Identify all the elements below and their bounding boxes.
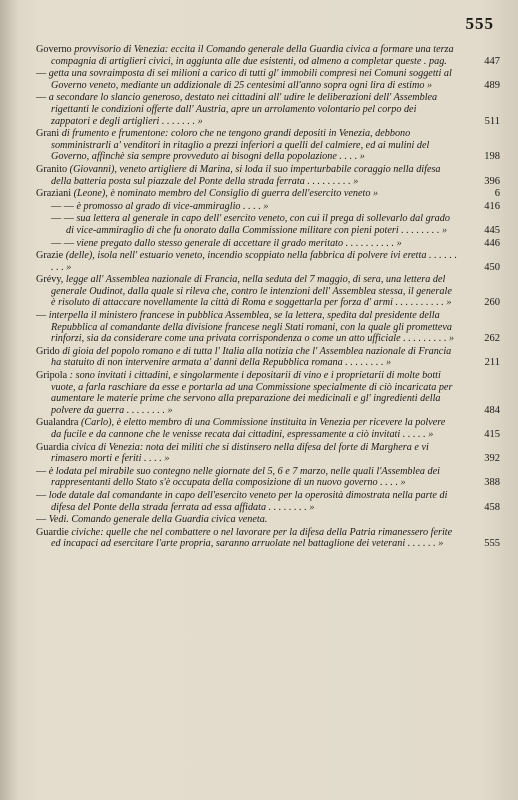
entry-head: Gualandra <box>36 417 79 429</box>
page-number: 555 <box>465 14 494 33</box>
entry-body: provvisorio di Venezia: eccita il Comando generale della Guardia civica a formare una terza compagnia di artiglieri civici, in aggiunta alle due esistenti, od almeno a completar queste . pag. <box>51 44 454 67</box>
index-entry <box>36 68 502 91</box>
entry-head: — — <box>51 213 74 225</box>
index-entry <box>36 370 502 416</box>
entry-text <box>36 346 458 369</box>
index-entry <box>36 250 502 273</box>
page-reference: 484 <box>484 404 500 416</box>
index-entry <box>36 514 502 526</box>
index-entry <box>36 44 502 67</box>
entry-body: di gioia del popolo romano e di tutta l' Italia alla notizia che l' Assemblea nazionale di Francia ha statuito di non intervenire armata a' danni della Repubblica romana . . . . . . . . » <box>51 345 452 369</box>
page-reference: 446 <box>484 237 500 249</box>
entry-body: a secondare lo slancio generoso, destato nei cittadini all' udire le deliberazioni dell' Assemblea rigettanti le condizioni offerte dall' Austria, apre un arrolamento volontario pel corpo dei zappatori e degli artiglieri . . . . . . . » <box>48 92 438 127</box>
index-entry <box>36 274 502 309</box>
page-reference: 511 <box>484 115 500 127</box>
page-reference: 388 <box>484 477 500 489</box>
entry-head: — <box>36 489 47 501</box>
page-reference: 262 <box>484 333 500 345</box>
index-entry <box>36 201 502 213</box>
entry-text <box>36 164 458 187</box>
entry-text <box>36 250 458 273</box>
entry-text <box>36 238 458 250</box>
entry-text <box>36 201 458 213</box>
page-reference: 416 <box>484 200 500 212</box>
page-reference: 447 <box>484 55 500 67</box>
entry-head: Gripola <box>36 370 68 382</box>
index-entry <box>36 188 502 200</box>
entry-text <box>36 310 458 345</box>
entry-body: getta una sovraimposta di sei milioni a carico di tutti gl' immobili compresi nei Comuni soggetti al Governo veneto, mediante un addizionale di 25 centesimi all'anno sopra ogni lira di estimo » <box>48 68 452 91</box>
page-reference: 489 <box>484 79 500 91</box>
entry-body: lode datale dal comandante in capo dell'esercito veneto per la operosità dimostrata nella parte di difesa del Ponte della strada ferrata ad essa affidata . . . . . . . . » <box>48 489 448 513</box>
index-entry <box>36 466 502 489</box>
page-reference: 260 <box>484 297 500 309</box>
entry-text <box>36 527 458 550</box>
index-entry <box>36 417 502 440</box>
entry-text <box>36 92 458 127</box>
page-reference: 415 <box>484 429 500 440</box>
entry-text <box>36 442 458 465</box>
entry-text <box>36 274 458 309</box>
index-entry <box>36 128 502 163</box>
page-reference: 392 <box>484 453 500 465</box>
entry-head: Grazie <box>36 250 64 262</box>
page-reference: 450 <box>484 261 500 273</box>
index-entry <box>36 346 502 369</box>
page-reference: 6 <box>494 188 500 200</box>
entry-body: è promosso al grado di vice-ammiraglio . . . . » <box>76 200 269 212</box>
entry-head: Guardie <box>36 526 69 538</box>
index-entry <box>36 213 502 236</box>
entry-text <box>36 370 458 416</box>
entry-text <box>36 490 458 513</box>
entry-body: (Carlo), è eletto membro di una Commissione instituita in Venezia per ricevere la polvere da fucile e da cannone che le venisse recata dai cittadini, espressamente a ciò invitati . . . . . » <box>51 417 446 440</box>
entry-head: Governo <box>36 44 72 55</box>
page-reference: 445 <box>484 224 500 236</box>
index-entry <box>36 310 502 345</box>
entry-body: di frumento e frumentone: coloro che ne tengono grandi depositi in Venezia, debbono somministrarli a' venditori in ritaglio a prezzi inferiori a quelli del calmiere, ed ai mulini del Governo, affinchè sia sempre provveduto ai bisogni della popolazione . . . . » <box>51 128 430 163</box>
entry-body: sua lettera al generale in capo dell' esercito veneto, con cui il prega di sollevarlo dal grado di vice-ammiraglio di che fu onorato dalla Commissione militare con pieni poteri . . . . . . . . » <box>66 213 450 236</box>
entry-body: legge all' Assemblea nazionale di Francia, nella seduta del 7 maggio, di sera, una lettera del generale Oudinot, dalla quale si rileva che, contro le intenzioni dell' Assemblea stessa, il generale è risoluto di attaccare novellamente la città di Roma e soggettarla per forza d' armi . . . . . . . . . . » <box>51 274 452 309</box>
index-entry <box>36 527 502 550</box>
index-entries <box>36 44 502 551</box>
entry-text <box>36 514 458 526</box>
page-reference: 396 <box>484 175 500 187</box>
entry-head: — — <box>51 237 74 249</box>
page-reference: 458 <box>484 501 500 513</box>
entry-head: Granito <box>36 163 68 175</box>
entry-body: (Leone), è nominato membro del Consiglio di guerra dell'esercito veneto » <box>73 188 379 200</box>
entry-body: : sono invitati i cittadini, e singolarmente i depositarii di vino e i proprietarii di molte botti vuote, a farla raschiare da esse e portarla ad una Commissione specialmente di ciò incaricata per aumentare le materie prime che servono alla preparazione dei medicinali e gl' ingredienti della polvere da guerra . . . . . . . . » <box>51 370 453 416</box>
entry-body: (Giovanni), veneto artigliere di Marina, si loda il suo imperturbabile coraggio nella difesa della batteria posta sul piazzale del Ponte della strada ferrata . . . . . . . . . » <box>51 163 441 187</box>
entry-text <box>36 128 458 163</box>
entry-body: civiche: quelle che nel combattere o nel lavorare per la difesa della Patria rimanessero ferite ed incapaci ad esercitare l'arte propria, saranno arruolate nel battaglione dei veterani . . . . . . » <box>51 526 453 550</box>
entry-body: viene pregato dallo stesso generale di accettare il grado meritato . . . . . . . . . . » <box>76 237 402 249</box>
entry-text <box>36 44 458 67</box>
index-entry <box>36 92 502 127</box>
entry-head: Guardia <box>36 441 69 453</box>
entry-text <box>36 213 458 236</box>
index-entry <box>36 490 502 513</box>
entry-body: Vedi. Comando generale della Guardia civica veneta. <box>48 514 268 526</box>
entry-text <box>36 466 458 489</box>
entry-head: — <box>36 68 47 80</box>
index-entry <box>36 238 502 250</box>
entry-body: è lodata pel mirabile suo contegno nelle giornate del 5, 6 e 7 marzo, nelle quali l'Assemblea dei rappresentanti dello Stato s'è occupata della composizione di un nuovo governo . . . . » <box>48 465 440 489</box>
page-reference: 555 <box>484 538 500 550</box>
entry-text <box>36 188 458 200</box>
page-reference: 198 <box>484 151 500 163</box>
entry-head: — <box>36 465 47 477</box>
index-entry <box>36 442 502 465</box>
entry-body: interpella il ministero francese in pubblica Assemblea, se la lettera, spedita dal presidente della Repubblica al comandante della divisione francese negli Stati romani, con la quale gli prometteva rinforzi, sia da considerare come una privata corrispondenza o come un atto ufficiale . . . . . . . . . » <box>48 310 455 345</box>
entry-head: Graziani <box>36 188 72 200</box>
entry-head: — <box>36 310 47 322</box>
index-entry <box>36 164 502 187</box>
entry-head: Grévy, <box>36 274 64 286</box>
entry-head: — <box>36 514 47 526</box>
entry-head: — <box>36 92 47 104</box>
entry-body: civica di Venezia: nota dei militi che si distinsero nella difesa del forte di Marghera e vi rimasero morti e feriti . . . . » <box>51 441 429 465</box>
entry-head: Grido <box>36 345 60 357</box>
entry-text <box>36 417 458 440</box>
entry-head: — — <box>51 200 74 212</box>
entry-text <box>36 68 458 91</box>
entry-body: (delle), isola nell' estuario veneto, incendio scoppiato nella fabbrica di polvere ivi eretta . . . . . . . . . » <box>51 250 457 273</box>
entry-head: Grani <box>36 128 60 140</box>
page-reference: 211 <box>484 357 500 369</box>
